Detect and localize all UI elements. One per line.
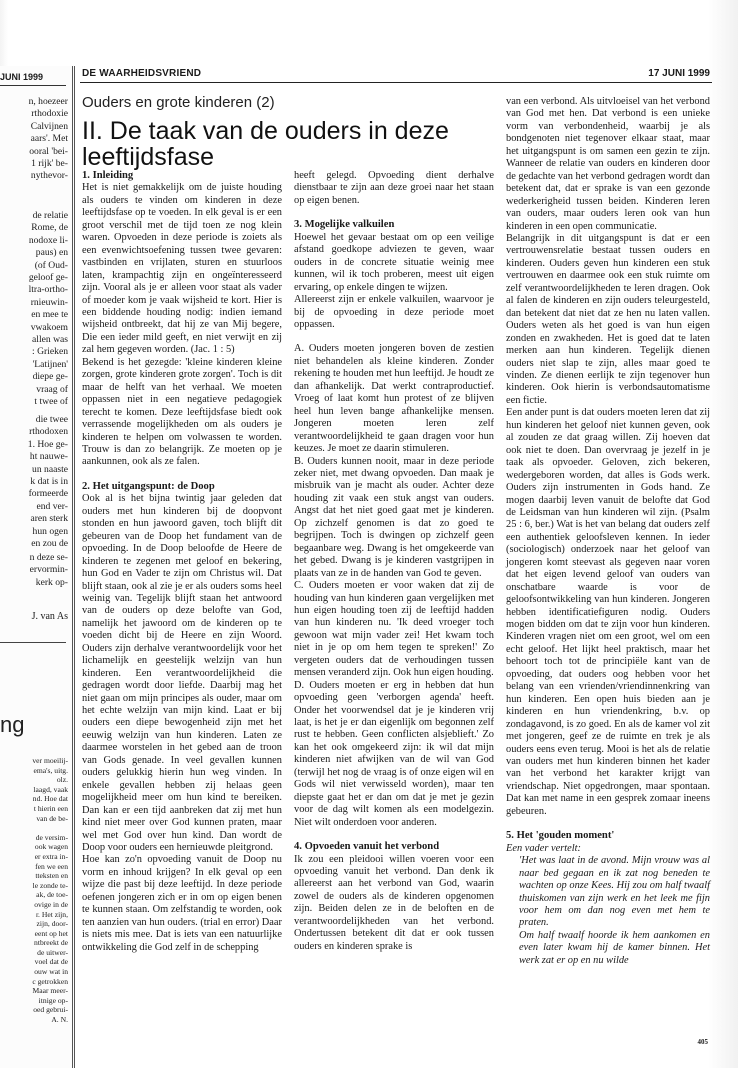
body-paragraph: Een ander punt is dat ouders moeten leren dat zij hun kinderen het geloof niet kunnen geven, ook al zouden ze dat graag willen. Zij hoeven dat ook niet te doen. Dan overvraag je jezelf in je taak als opvoeder. Geloven, zich bekeren, wedergeboren worden, dat alles is Gods werk. Ouders zijn instrumenten in Gods hand. Ze mogen daarbij leven vanuit de belofte dat God de Leidsman van hun kinderen wil zijn. (Psalm 25 : 6, ber.) Wat is het van belang dat ouders zelf een authentiek geloofsleven kennen. In ieder (sociologisch) onderzoek naar het geloof van jongeren komt steevast als gegeven naar voren dat het eigen levend geloof van ouders van onschatbare waarde is voor de geloofsontwikkeling van hun kinderen. Jongeren hebben identificatiefiguren nodig. Ouders mogen bidden om dat te zijn voor hun kinderen. Kinderen vragen niet om een groot, wel om een echt geloof. Het lijkt heel praktisch, maar het behoort toch tot de principiële kant van de opvoeding, dat ouders oog hebben voor het belang van een vrienden/vriendinnenkring van hun kinderen. Een open huis bieden aan je kinderen en hun vriendenkring, b.v. op zondagavond, is zo goed. En als de kamer vol zit met jongeren, geef ze de ruimte en trek je als ouders eens even terug. Mooi is het als de relatie van ouders met hun kinderen binnen het kader van het verbond het karakter krijgt van vriendschap. Niet opgedrongen, maar spontaan. Dat kan met name in een gesprek zomaar ineens gebeuren. (506, 407, 710, 817)
previous-page-text: de relatie Rome, de nodoxe li- paus) en (of Oud- geloof ge- ltra-ortho- rnieuwin- en mee te vwakoem allen was : Grieken 'Latijnen' diepe ge- vraag of t twee of (28, 210, 68, 408)
article-page (80, 66, 712, 1062)
running-header (80, 66, 712, 83)
body-paragraph: van een verbond. Als uitvloeisel van het verbond van God met hen. Dat verbond is een unieke vorm van verbondenheid, waarbij je als bondgenoten niet tegenover elkaar staat, maar het uitgangspunt is om samen een gezin te zijn. Wanneer de relatie van ouders en kinderen door de gedachte van het verbond gedragen wordt dan betekent dat, dat er sprake is van een gezonde wederkerigheid tussen beiden. Kinderen leren van ouders, maar ouders leren ook van hun kinderen in een open communicatie. (506, 96, 710, 232)
article-kicker: Ouders en grote kinderen (2) (82, 94, 275, 111)
section-heading: 3. Mogelijke valkuilen (294, 219, 395, 231)
article-title: II. De taak van de ouders in deze leeftijdsfase (82, 117, 449, 171)
quote-intro: Een vader vertelt: (506, 842, 582, 854)
text-column-1 (82, 170, 282, 954)
section-heading: 2. Het uitgangspunt: de Doop (82, 480, 215, 492)
body-paragraph: Hoewel het gevaar bestaat om op een veilige afstand goedkope adviezen te geven, waar ouders in de concrete situatie weinig mee kunnen, wil ik toch proberen, meest uit eigen ervaring, op enkele dingen te wijzen. (294, 231, 494, 293)
quote-paragraph: 'Het was laat in de avond. Mijn vrouw was al naar bed gegaan en ik zat nog beneden te wachten op onze Kees. Hij zou om half twaalf thuiskomen van zijn werk en het leek me fijn voor hem om dan nog even met hem te praten. (519, 855, 710, 929)
page-number: 405 (697, 1038, 708, 1046)
quote-paragraph: Om half twaalf hoorde ik hem aankomen en even later kwam hij de kamer binnen. Het werk zat er op en nu wilde (519, 929, 710, 966)
body-paragraph: Hoe kan zo'n opvoeding vanuit de Doop nu vorm en inhoud krijgen? In elk geval op een wijze die past bij deze leeftijd. In deze periode oefenen jongeren zich er in om op eigen benen te kunnen staan. Om zelfstandig te worden, ook ten aanzien van hun ouders. (trial en error) Daar is niets mis mee. Dat is iets van een natuurlijke ontwikkeling die God zelf in de schepping (82, 854, 282, 953)
section-heading: 5. Het 'gouden moment' (506, 830, 615, 842)
body-paragraph: Belangrijk in dit uitgangspunt is dat er een vertrouwensrelatie bestaat tussen ouders en kinderen. Ouders geven hun kinderen een stuk vertrouwen en daarmee ook een stuk ruimte om zelf verantwoordelijkheden te leren dragen. Ook al falen de kinderen en zijn ouders teleurgesteld, dan betekent dat niet dat ze hen nu laten vallen. Ouders weten als het goed is van hun eigen zonden en zwakheden. Het is goed dat te laten merken aan hun kinderen. Tegelijk dienen ouders niet slap te zijn, alles maar goed te vinden. Ze dienen eerlijk te zijn tegenover hun kinderen. Ook hierin is verbondsautomatisme een fictie. (506, 232, 710, 406)
body-paragraph: B. Ouders kunnen nooit, maar in deze periode zeker niet, met dwang opvoeden. Dan maak je misbruik van je macht als ouder. Achter deze houding zit vaak een stuk angst van ouders. Angst dat het niet goed gaat met je kinderen. Op zichzelf genomen is dat zo goed te begrijpen. Toch is dwingen op zichzelf geen begaanbare weg. Dwang is het omgekeerde van het gebed. Dwang is je kinderen vastgrijpen in plaats van ze in de handen van God te geven. (294, 455, 494, 579)
text-column-2 (294, 170, 494, 953)
text-column-3 (506, 96, 710, 967)
body-paragraph: C. Ouders moeten er voor waken dat zij de houding van hun kinderen gaan vergelijken met hun eigen houding toen zij de leeftijd hadden van hun kinderen nu. 'Ik deed vroeger toch gewoon wat mijn vader zei! Het kwam toch niet in je op om hem tegen te spreken!' Zo vergeten ouders dat de verhoudingen tussen mensen veranderd zijn. Ook hun eigen houding. (294, 580, 494, 679)
body-paragraph: A. Ouders moeten jongeren boven de zestien niet behandelen als kleine kinderen. Zonder rekening te houden met hun leeftijd. Je houdt ze dan afhankelijk. Dat werkt contraproductief. Vroeg of laat komt hun protest of ze blijven heel hun leven bange afhankelijke mensen. Jongeren moeten leren zelf verantwoordelijkheid te gaan dragen voor hun keuzes. Je moet ze daarin stimuleren. (294, 343, 494, 455)
previous-page-text: die twee rthodoxen 1. Hoe ge- ht nauwe- un naaste k dat is in formeerde end ver- aren sterk hun ogen en zou de (27, 414, 68, 550)
body-paragraph: Het is niet gemakkelijk om de juiste houding als ouders te vinden om kinderen in deze leeftijdsfase op te voeden. In elk geval is er een groot verschil met de tijd toen ze nog klein waren. Opvoeden in deze periode is zoiets als een evenwichtsoefening tussen twee gevaren: vastbinden en vrijlaten, sturen en stuurloos laten, krampachtig zijn en ongeïnteresseerd zijn. Vooral als je er alleen voor staat als vader of moeder kom je vaak wijsheid te kort. Hier is een biddende houding nodig: indien iemand wijsheid ontbreekt, dat hij ze van Mij begere, Die een ieder mild geeft, en niet verwijt en zij zal hem gegeven worden. (Jac. 1 : 5) (82, 182, 282, 356)
previous-page-small-text: ver moeilij- ema's, uitg. olz. laagd, vaak nd. Hoe dat t hierin een van de be- de versim- ook wagen er extra in- fen we een tteksten en le zonde te- ak, de toe- ovige in de r. Het zijn, zijn, door- eent op het ntbreekt de de uitwer- voel dat de ouw wat in c getrokken Maar meer- itnige op- oed gebrui- A. N. (32, 756, 68, 1025)
previous-page-signature: J. van As (31, 611, 68, 622)
previous-page-strip (0, 66, 75, 1068)
paragraph-gap (294, 829, 494, 841)
body-paragraph: heeft gelegd. Opvoeding dient derhalve dienstbaar te zijn aan deze groei naar het staan op eigen benen. (294, 170, 494, 206)
publication-name: DE WAARHEIDSVRIEND (82, 68, 202, 79)
section-heading: 4. Opvoeden vanuit het verbond (294, 841, 440, 853)
previous-page-text: n, hoezeer rthodoxie Calvijnen aars'. Met ooral 'bei- 1 rijk' be- nythevor- (28, 96, 68, 182)
body-paragraph: Ik zou een pleidooi willen voeren voor een opvoeding vanuit het verbond. Dan denk ik allereerst aan het verbond van God, waarin zowel de ouders als de kinderen opgenomen zijn. Beiden delen ze in de beloften en de verantwoordelijkheden van het verbond. Ondertussen betekent dit dat er ook tussen ouders en kinderen sprake is (294, 853, 494, 952)
issue-date: 17 JUNI 1999 (648, 68, 710, 79)
body-paragraph: Bekend is het gezegde: 'kleine kinderen kleine zorgen, grote kinderen grote zorgen'. Toch is dit maar de helft van het verhaal. We moeten oppassen niet in een negatieve pedagogiek terecht te komen. Deze leeftijdsfase biedt ook verrassende mogelijkheden om als ouders je kinderen te helpen om volwassen te worden. Trouw is dan zo belangrijk. Ze moeten op je aankunnen, ook als ze falen. (82, 356, 282, 468)
paragraph-gap (294, 207, 494, 219)
body-paragraph: Ook al is het bijna twintig jaar geleden dat ouders met hun kinderen bij de doopvont stonden en hun jawoord gaven, toch blijft dit gebeuren van de Doop het fundament van de opvoeding. In de Doop beloofde de Heere de kinderen te zegenen met geloof en bekering, hun God en Vader te zijn om Christus wil. Dat blijft staan, ook al zie je er als ouders soms heel weinig van. Tegelijk blijft staan het antwoord van de ouders op deze belofte van God, namelijk het jawoord om de kinderen op te voeden dicht bij de Heere en zijn Woord. Ouders zijn derhalve verantwoordelijk voor het lichamelijk en geestelijk welzijn van hun kinderen. Een verantwoordelijkheid die gedragen wordt door liefde. Daarbij mag het niet gaan om mijn principes als ouder, maar om het echte welzijn van mijn kind. Laat er bij ouders een diepe bewogenheid zijn met het eeuwig welzijn van hun kinderen. Laten ze daarmee worstelen in het gebed aan de troon van Gods genade. In veel gevallen kunnen ouders gelukkig hierin hun weg vinden. In enkele gevallen hebben zij helaas geen mogelijkheid meer om hun kind te bereiken. Dan kan er een tijd aanbreken dat zij met hun kind niet meer over God kunnen praten, maar wel met God over hun kind. Dan wordt de Doop voor ouders een hernieuwde pleitgrond. (82, 493, 282, 854)
previous-page-section-title: ng (0, 712, 25, 737)
body-paragraph: D. Ouders moeten er erg in hebben dat hun opvoeding geen 'verborgen agenda' heeft. Onder het voorwendsel dat je je kinderen vrij laat, is het je er dan eigenlijk om begonnen zelf rust te hebben. Geen conflicten alsjeblieft.' Zo kan het ook omgekeerd zijn: ik wil dat mijn kinderen niet afwijken van de wil van God (terwijl het nog de vraag is of onze eigen wil en Gods wil niet verwisseld worden), maar ten diepste gaat het er dan om dat je met je gezin voor de dag wilt komen als een modelgezin. Niet wilt onderdoen voor anderen. (294, 679, 494, 828)
paragraph-gap (294, 331, 494, 343)
divider (0, 642, 66, 643)
paragraph-gap (506, 818, 710, 830)
previous-page-text: n deze se- ervormin- kerk op- (29, 552, 68, 588)
paragraph-gap (82, 469, 282, 481)
previous-page-header: JUNI 1999 (0, 72, 66, 86)
section-heading: 1. Inleiding (82, 170, 134, 181)
body-paragraph: Allereerst zijn er enkele valkuilen, waarvoor je bij de opvoeding in deze periode moet oppassen. (294, 294, 494, 330)
